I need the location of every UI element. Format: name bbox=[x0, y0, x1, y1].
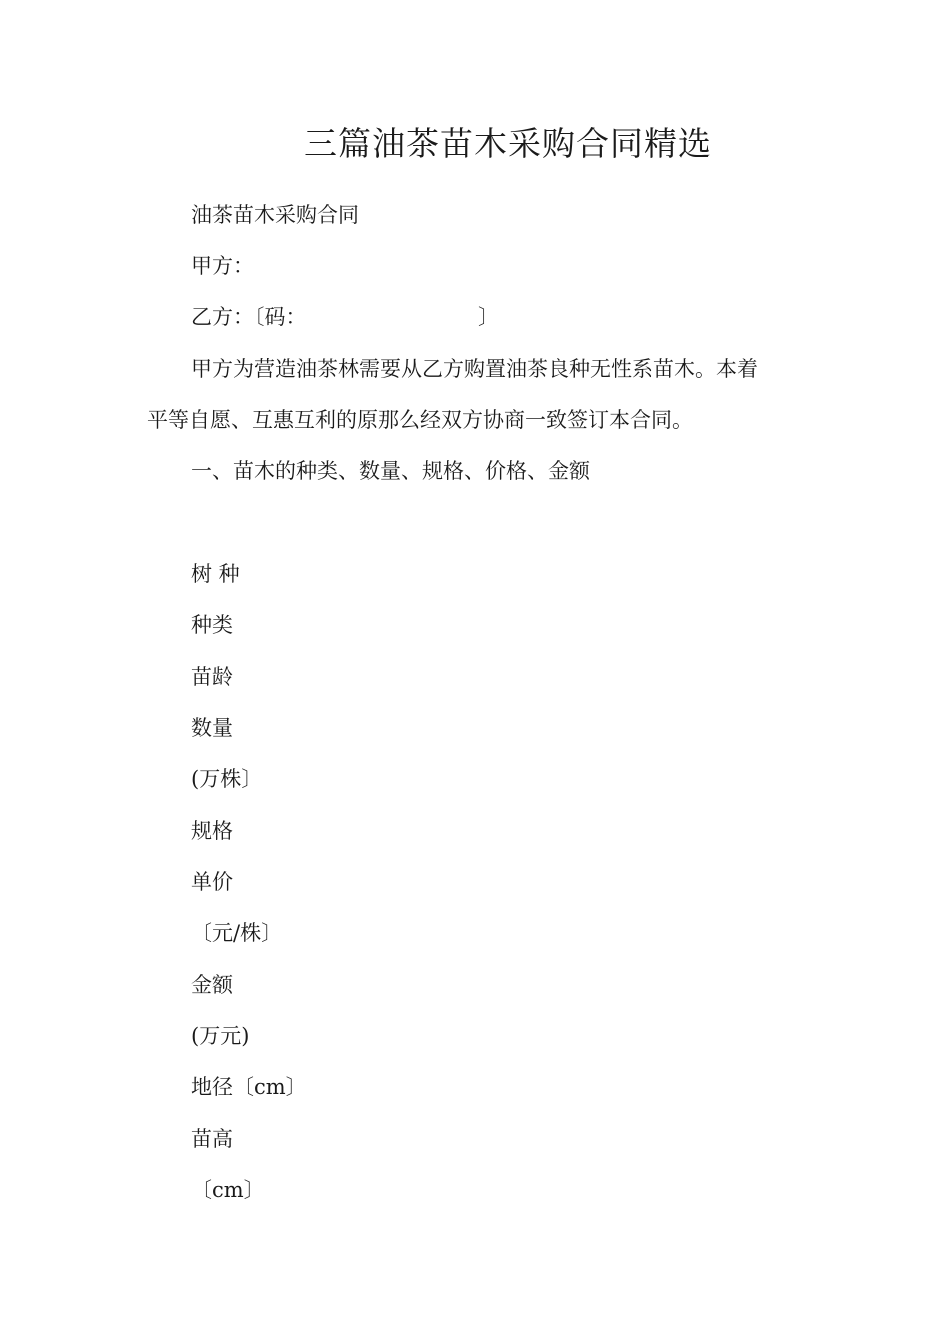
contract-subtitle: 油茶苗木采购合同 bbox=[191, 203, 359, 227]
table-header-seedling-height-unit: 〔cm〕 bbox=[191, 1178, 265, 1202]
intro-paragraph-line1: 甲方为营造油茶林需要从乙方购置油茶良种无性系苗木。本着 bbox=[191, 357, 758, 381]
section-1-heading: 一、苗木的种类、数量、规格、价格、金额 bbox=[191, 459, 590, 483]
table-header-seedling-height: 苗高 bbox=[191, 1127, 233, 1151]
table-header-amount: 金额 bbox=[191, 973, 233, 997]
table-header-unit-price: 单价 bbox=[191, 870, 233, 894]
table-header-type: 种类 bbox=[191, 613, 233, 637]
table-header-amount-unit: (万元) bbox=[191, 1024, 250, 1048]
table-header-quantity-unit: (万株〕 bbox=[191, 767, 263, 791]
table-header-ground-diameter: 地径〔cm〕 bbox=[191, 1075, 307, 1099]
table-header-tree-species: 树 种 bbox=[191, 562, 240, 586]
table-header-spec: 规格 bbox=[191, 819, 233, 843]
party-b-label: 乙方：〔码： bbox=[191, 305, 307, 329]
table-header-unit-price-unit: 〔元/株〕 bbox=[191, 921, 283, 945]
intro-paragraph-line2: 平等自愿、互惠互利的原那么经双方协商一致签订本合同。 bbox=[147, 408, 693, 432]
document-title: 三篇油茶苗木采购合同精选 bbox=[304, 124, 712, 163]
party-a-label: 甲方： bbox=[191, 254, 254, 278]
table-header-quantity: 数量 bbox=[191, 716, 233, 740]
table-header-seedling-age: 苗龄 bbox=[191, 665, 233, 689]
party-b-close-bracket: 〕 bbox=[478, 305, 499, 329]
